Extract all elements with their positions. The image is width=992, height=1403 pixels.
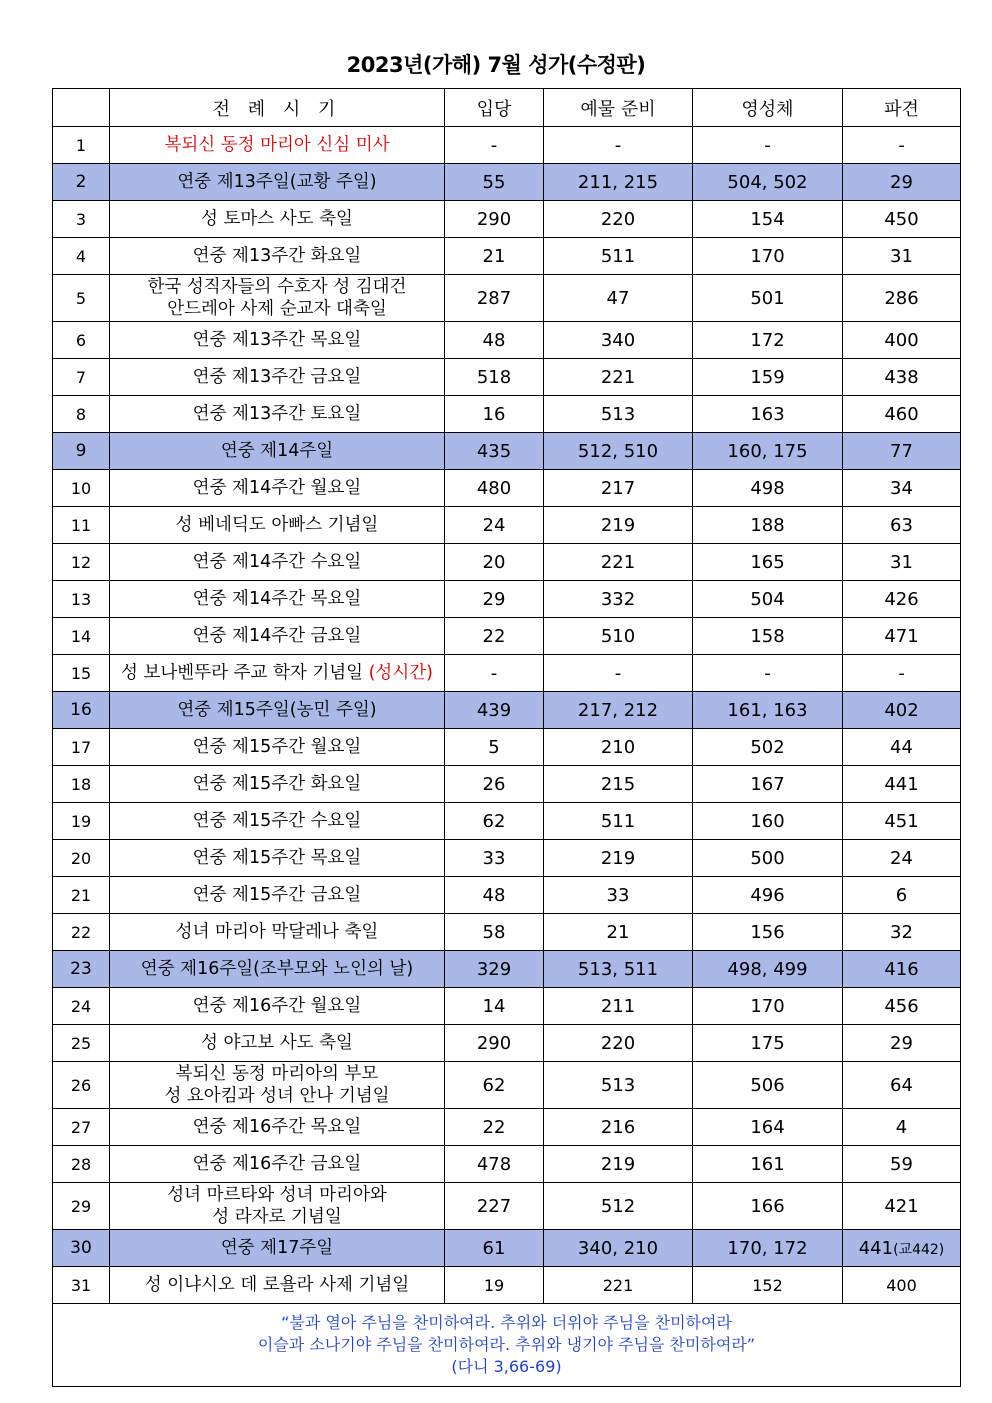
row-number: 23 xyxy=(53,951,110,988)
table-row xyxy=(53,1183,961,1230)
row-name xyxy=(110,655,445,692)
row-number: 1 xyxy=(53,127,110,164)
row-number: 7 xyxy=(53,359,110,396)
row-number: 26 xyxy=(53,1062,110,1109)
row-offertory: - xyxy=(544,655,693,692)
row-name-line1: 한국 성직자들의 수호자 성 김대건 xyxy=(147,277,407,297)
row-number: 10 xyxy=(53,470,110,507)
row-entrance: 61 xyxy=(445,1230,544,1267)
row-offertory: 340 xyxy=(544,322,693,359)
row-entrance: 14 xyxy=(445,988,544,1025)
row-communion: 158 xyxy=(693,618,843,655)
row-number: 6 xyxy=(53,322,110,359)
row-number: 15 xyxy=(53,655,110,692)
row-name xyxy=(110,1062,445,1109)
row-name-line2: 성 요아킴과 성녀 안나 기념일 xyxy=(164,1086,390,1106)
row-name: 연중 제13주간 목요일 xyxy=(110,322,445,359)
row-communion: 161, 163 xyxy=(693,692,843,729)
row-number: 21 xyxy=(53,877,110,914)
row-name: 성 야고보 사도 축일 xyxy=(110,1025,445,1062)
row-dismissal: 438 xyxy=(843,359,961,396)
row-name xyxy=(110,275,445,322)
header-offertory: 예물 준비 xyxy=(544,89,693,127)
row-offertory: 513, 511 xyxy=(544,951,693,988)
row-name: 연중 제15주간 목요일 xyxy=(110,840,445,877)
row-dismissal: 450 xyxy=(843,201,961,238)
row-name-line1: 성녀 마르타와 성녀 마리아와 xyxy=(167,1185,387,1205)
row-dismissal: - xyxy=(843,655,961,692)
row-communion: 498, 499 xyxy=(693,951,843,988)
row-name: 연중 제16주간 금요일 xyxy=(110,1146,445,1183)
row-name-note: (성시간) xyxy=(368,663,433,683)
row-offertory: 219 xyxy=(544,507,693,544)
table-row xyxy=(53,803,961,840)
row-name: 연중 제13주간 토요일 xyxy=(110,396,445,433)
row-entrance: - xyxy=(445,127,544,164)
row-name: 성녀 마리아 막달레나 축일 xyxy=(110,914,445,951)
row-entrance: 16 xyxy=(445,396,544,433)
row-communion: 163 xyxy=(693,396,843,433)
table-row xyxy=(53,1109,961,1146)
row-name: 연중 제16주간 목요일 xyxy=(110,1109,445,1146)
row-offertory: 220 xyxy=(544,201,693,238)
table-row xyxy=(53,238,961,275)
header-number xyxy=(53,89,110,127)
row-entrance: 478 xyxy=(445,1146,544,1183)
row-communion: 156 xyxy=(693,914,843,951)
row-communion: 170, 172 xyxy=(693,1230,843,1267)
row-communion: 164 xyxy=(693,1109,843,1146)
row-offertory: 210 xyxy=(544,729,693,766)
row-communion: 172 xyxy=(693,322,843,359)
row-communion: 501 xyxy=(693,275,843,322)
row-name-line2: 성 라자로 기념일 xyxy=(212,1207,342,1227)
table-row xyxy=(53,322,961,359)
row-dismissal-note: (교442) xyxy=(893,1241,945,1258)
row-entrance: 58 xyxy=(445,914,544,951)
row-offertory: 47 xyxy=(544,275,693,322)
row-number: 17 xyxy=(53,729,110,766)
row-entrance: 48 xyxy=(445,877,544,914)
table-row xyxy=(53,470,961,507)
table-row xyxy=(53,1267,961,1304)
row-communion: 496 xyxy=(693,877,843,914)
row-communion: 506 xyxy=(693,1062,843,1109)
row-communion: 167 xyxy=(693,766,843,803)
row-communion: 152 xyxy=(693,1267,843,1304)
row-number: 27 xyxy=(53,1109,110,1146)
row-number: 2 xyxy=(53,164,110,201)
table-row xyxy=(53,766,961,803)
hymn-schedule-table xyxy=(52,88,961,1387)
row-entrance: 518 xyxy=(445,359,544,396)
row-dismissal: 6 xyxy=(843,877,961,914)
row-name-line1: 복되신 동정 마리아의 부모 xyxy=(175,1064,379,1084)
row-offertory: 332 xyxy=(544,581,693,618)
row-name xyxy=(110,1183,445,1230)
row-communion: 170 xyxy=(693,238,843,275)
row-name: 복되신 동정 마리아 신심 미사 xyxy=(110,127,445,164)
row-dismissal: 426 xyxy=(843,581,961,618)
row-entrance: 20 xyxy=(445,544,544,581)
row-offertory: 219 xyxy=(544,1146,693,1183)
row-communion: 166 xyxy=(693,1183,843,1230)
row-offertory: 217 xyxy=(544,470,693,507)
row-communion: 165 xyxy=(693,544,843,581)
row-number: 14 xyxy=(53,618,110,655)
row-offertory: 513 xyxy=(544,396,693,433)
row-dismissal: 400 xyxy=(843,322,961,359)
row-number: 16 xyxy=(53,692,110,729)
table-row xyxy=(53,692,961,729)
row-offertory: 217, 212 xyxy=(544,692,693,729)
row-number: 24 xyxy=(53,988,110,1025)
table-row xyxy=(53,581,961,618)
row-offertory: 220 xyxy=(544,1025,693,1062)
row-name: 연중 제13주일(교황 주일) xyxy=(110,164,445,201)
row-number: 19 xyxy=(53,803,110,840)
row-name: 성 토마스 사도 축일 xyxy=(110,201,445,238)
table-row xyxy=(53,507,961,544)
row-number: 30 xyxy=(53,1230,110,1267)
row-offertory: 511 xyxy=(544,238,693,275)
row-entrance: 439 xyxy=(445,692,544,729)
table-row xyxy=(53,655,961,692)
row-communion: 504, 502 xyxy=(693,164,843,201)
row-communion: 504 xyxy=(693,581,843,618)
row-number: 28 xyxy=(53,1146,110,1183)
row-dismissal: 32 xyxy=(843,914,961,951)
row-entrance: 62 xyxy=(445,803,544,840)
row-dismissal xyxy=(843,1230,961,1267)
row-number: 22 xyxy=(53,914,110,951)
row-entrance: - xyxy=(445,655,544,692)
row-dismissal: 416 xyxy=(843,951,961,988)
row-name: 연중 제17주일 xyxy=(110,1230,445,1267)
row-dismissal: 451 xyxy=(843,803,961,840)
row-dismissal: 460 xyxy=(843,396,961,433)
header-entrance: 입당 xyxy=(445,89,544,127)
row-name: 성 베네딕도 아빠스 기념일 xyxy=(110,507,445,544)
table-row xyxy=(53,914,961,951)
row-offertory: 340, 210 xyxy=(544,1230,693,1267)
row-communion: 502 xyxy=(693,729,843,766)
row-dismissal: 29 xyxy=(843,164,961,201)
row-name: 성 이냐시오 데 로욜라 사제 기념일 xyxy=(110,1267,445,1304)
table-row xyxy=(53,618,961,655)
header-communion: 영성체 xyxy=(693,89,843,127)
row-offertory: 510 xyxy=(544,618,693,655)
page-title: 2023년(가해) 7월 성가(수정판) xyxy=(346,53,646,77)
row-offertory: 33 xyxy=(544,877,693,914)
row-offertory: 21 xyxy=(544,914,693,951)
row-entrance: 19 xyxy=(445,1267,544,1304)
row-communion: 170 xyxy=(693,988,843,1025)
row-entrance: 290 xyxy=(445,201,544,238)
row-communion: 188 xyxy=(693,507,843,544)
row-dismissal: 456 xyxy=(843,988,961,1025)
row-offertory: 221 xyxy=(544,359,693,396)
row-communion: 500 xyxy=(693,840,843,877)
row-number: 12 xyxy=(53,544,110,581)
row-number: 13 xyxy=(53,581,110,618)
header-row xyxy=(53,89,961,127)
row-entrance: 24 xyxy=(445,507,544,544)
row-dismissal: 441 xyxy=(843,766,961,803)
row-dismissal: 44 xyxy=(843,729,961,766)
row-offertory: 216 xyxy=(544,1109,693,1146)
row-communion: 160 xyxy=(693,803,843,840)
row-offertory: 511 xyxy=(544,803,693,840)
row-name: 연중 제15주간 화요일 xyxy=(110,766,445,803)
row-name: 연중 제16주간 월요일 xyxy=(110,988,445,1025)
footer-row xyxy=(53,1304,961,1387)
row-dismissal: 4 xyxy=(843,1109,961,1146)
row-name: 연중 제13주간 금요일 xyxy=(110,359,445,396)
row-offertory: 512 xyxy=(544,1183,693,1230)
row-offertory: 512, 510 xyxy=(544,433,693,470)
row-number: 31 xyxy=(53,1267,110,1304)
row-dismissal: 31 xyxy=(843,238,961,275)
row-dismissal: 402 xyxy=(843,692,961,729)
table-row xyxy=(53,877,961,914)
row-name: 연중 제14주간 월요일 xyxy=(110,470,445,507)
row-dismissal: 77 xyxy=(843,433,961,470)
row-name-line2: 안드레아 사제 순교자 대축일 xyxy=(167,299,387,319)
row-name: 연중 제14주간 수요일 xyxy=(110,544,445,581)
row-name: 연중 제15주간 수요일 xyxy=(110,803,445,840)
row-communion: - xyxy=(693,127,843,164)
row-name: 연중 제13주간 화요일 xyxy=(110,238,445,275)
quote-citation: (다니 3,66-69) xyxy=(451,1357,562,1376)
row-name: 연중 제14주간 금요일 xyxy=(110,618,445,655)
row-communion: 160, 175 xyxy=(693,433,843,470)
row-dismissal: 421 xyxy=(843,1183,961,1230)
row-offertory: 211 xyxy=(544,988,693,1025)
row-communion: 175 xyxy=(693,1025,843,1062)
row-communion: 498 xyxy=(693,470,843,507)
row-number: 5 xyxy=(53,275,110,322)
table-row xyxy=(53,127,961,164)
row-dismissal: 59 xyxy=(843,1146,961,1183)
quote-line-2: 이슬과 소나기야 주님을 찬미하여라. 추위와 냉기야 주님을 찬미하여라” xyxy=(257,1335,756,1354)
row-number: 3 xyxy=(53,201,110,238)
row-entrance: 62 xyxy=(445,1062,544,1109)
row-entrance: 227 xyxy=(445,1183,544,1230)
row-name: 연중 제15주일(농민 주일) xyxy=(110,692,445,729)
row-entrance: 33 xyxy=(445,840,544,877)
row-name: 연중 제15주간 금요일 xyxy=(110,877,445,914)
table-row xyxy=(53,1062,961,1109)
row-entrance: 22 xyxy=(445,1109,544,1146)
row-name: 연중 제16주일(조부모와 노인의 날) xyxy=(110,951,445,988)
row-offertory: 211, 215 xyxy=(544,164,693,201)
table-row xyxy=(53,164,961,201)
table-row xyxy=(53,433,961,470)
row-communion: - xyxy=(693,655,843,692)
row-entrance: 290 xyxy=(445,1025,544,1062)
row-name: 연중 제15주간 월요일 xyxy=(110,729,445,766)
table-row xyxy=(53,544,961,581)
row-communion: 161 xyxy=(693,1146,843,1183)
row-name-text: 성 보나벤뚜라 주교 학자 기념일 xyxy=(121,663,364,683)
header-dismissal: 파견 xyxy=(843,89,961,127)
row-communion: 154 xyxy=(693,201,843,238)
row-offertory: 219 xyxy=(544,840,693,877)
row-offertory: 513 xyxy=(544,1062,693,1109)
table-row xyxy=(53,988,961,1025)
row-number: 20 xyxy=(53,840,110,877)
row-dismissal: 63 xyxy=(843,507,961,544)
row-entrance: 48 xyxy=(445,322,544,359)
row-entrance: 55 xyxy=(445,164,544,201)
table-row xyxy=(53,201,961,238)
row-entrance: 480 xyxy=(445,470,544,507)
row-name: 연중 제14주일 xyxy=(110,433,445,470)
row-offertory: - xyxy=(544,127,693,164)
header-liturgical-period: 전 례 시 기 xyxy=(110,89,445,127)
row-dismissal: 64 xyxy=(843,1062,961,1109)
row-dismissal: 400 xyxy=(843,1267,961,1304)
row-number: 8 xyxy=(53,396,110,433)
row-entrance: 21 xyxy=(445,238,544,275)
row-entrance: 22 xyxy=(445,618,544,655)
table-row xyxy=(53,396,961,433)
table-row xyxy=(53,1230,961,1267)
table-row xyxy=(53,1146,961,1183)
row-number: 29 xyxy=(53,1183,110,1230)
row-offertory: 215 xyxy=(544,766,693,803)
row-dismissal: 471 xyxy=(843,618,961,655)
table-row xyxy=(53,951,961,988)
row-name: 연중 제14주간 목요일 xyxy=(110,581,445,618)
table-row xyxy=(53,359,961,396)
row-dismissal-value: 441 xyxy=(858,1237,894,1259)
quote-line-1: “불과 열아 주님을 찬미하여라. 추위와 더위야 주님을 찬미하여라 xyxy=(281,1313,732,1332)
row-dismissal: 29 xyxy=(843,1025,961,1062)
row-dismissal: 31 xyxy=(843,544,961,581)
row-dismissal: - xyxy=(843,127,961,164)
row-offertory: 221 xyxy=(544,1267,693,1304)
row-entrance: 329 xyxy=(445,951,544,988)
row-offertory: 221 xyxy=(544,544,693,581)
row-number: 18 xyxy=(53,766,110,803)
row-communion: 159 xyxy=(693,359,843,396)
row-number: 9 xyxy=(53,433,110,470)
row-entrance: 26 xyxy=(445,766,544,803)
row-dismissal: 34 xyxy=(843,470,961,507)
row-number: 11 xyxy=(53,507,110,544)
row-dismissal: 286 xyxy=(843,275,961,322)
row-entrance: 435 xyxy=(445,433,544,470)
row-entrance: 287 xyxy=(445,275,544,322)
row-number: 25 xyxy=(53,1025,110,1062)
table-row xyxy=(53,1025,961,1062)
row-entrance: 29 xyxy=(445,581,544,618)
table-row xyxy=(53,729,961,766)
row-entrance: 5 xyxy=(445,729,544,766)
table-row xyxy=(53,275,961,322)
row-number: 4 xyxy=(53,238,110,275)
scripture-quote xyxy=(53,1304,961,1387)
table-row xyxy=(53,840,961,877)
row-dismissal: 24 xyxy=(843,840,961,877)
